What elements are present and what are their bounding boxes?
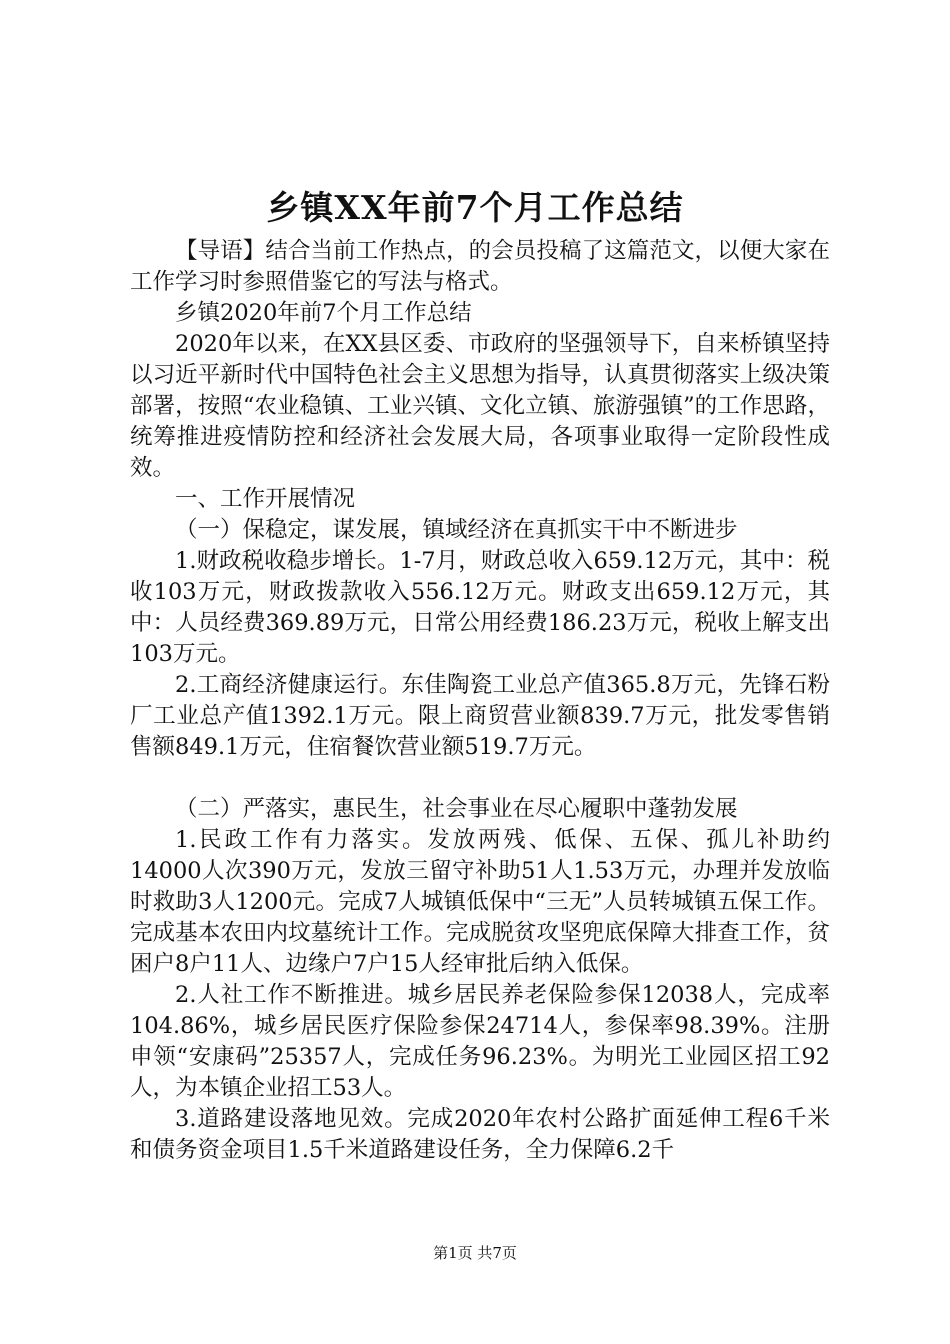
paragraph-overview: 2020年以来，在XX县区委、市政府的坚强领导下，自来桥镇坚持以习近平新时代中国特色社会主义思想为指导，认真贯彻落实上级决策部署，按照“农业稳镇、工业兴镇、文化立镇、旅游强镇”的工作思路，统筹推进疫情防控和经济社会发展大局，各项事业取得一定阶段性成效。 bbox=[130, 331, 830, 481]
subsection-heading-livelihood: （二）严落实，惠民生，社会事业在尽心履职中蓬勃发展 bbox=[175, 796, 738, 822]
paragraph-business: 2.工商经济健康运行。东佳陶瓷工业总产值365.8万元，先锋石粉厂工业总产值1392.1万元。限上商贸营业额839.7万元，批发零售销售额849.1万元，住宿餐饮营业额519.7万元。 bbox=[130, 672, 830, 760]
paragraph-social-security: 2.人社工作不断推进。城乡居民养老保险参保12038人，完成率104.86%，城乡居民医疗保险参保24714人，参保率98.39%。注册申领“安康码”25357人，完成任务96.23%。为明光工业园区招工92人，为本镇企业招工53人。 bbox=[130, 982, 830, 1101]
document-title: 乡镇XX年前7个月工作总结 bbox=[266, 188, 684, 227]
paragraph-civil-affairs: 1.民政工作有力落实。发放两残、低保、五保、孤儿补助约14000人次390万元，发放三留守补助51人1.53万元，办理并发放临时救助3人1200元。完成7人城镇低保中“三无”人员转城镇五保工作。完成基本农田内坟墓统计工作。完成脱贫攻坚兜底保障大排查工作，贫困户8户11人、边缘户7户15人经审批后纳入低保。 bbox=[130, 827, 830, 977]
document-body bbox=[130, 236, 830, 1166]
paragraph-road-construction: 3.道路建设落地见效。完成2020年农村公路扩面延伸工程6千米和债务资金项目1.5千米道路建设任务，全力保障6.2千 bbox=[130, 1106, 830, 1163]
paragraph-subtitle: 乡镇2020年前7个月工作总结 bbox=[175, 300, 472, 326]
paragraph-finance: 1.财政税收稳步增长。1-7月，财政总收入659.12万元，其中：税收103万元，财政拨款收入556.12万元。财政支出659.12万元，其中：人员经费369.89万元，日常公用经费186.23万元，税收上解支出103万元。 bbox=[130, 548, 830, 667]
section-heading-work: 一、工作开展情况 bbox=[175, 486, 356, 512]
paragraph-intro: 【导语】结合当前工作热点，的会员投稿了这篇范文，以便大家在工作学习时参照借鉴它的写法与格式。 bbox=[130, 238, 830, 295]
subsection-heading-economy: （一）保稳定，谋发展，镇域经济在真抓实干中不断进步 bbox=[175, 517, 738, 543]
page-footer: 第1页 共7页 bbox=[433, 1244, 517, 1262]
